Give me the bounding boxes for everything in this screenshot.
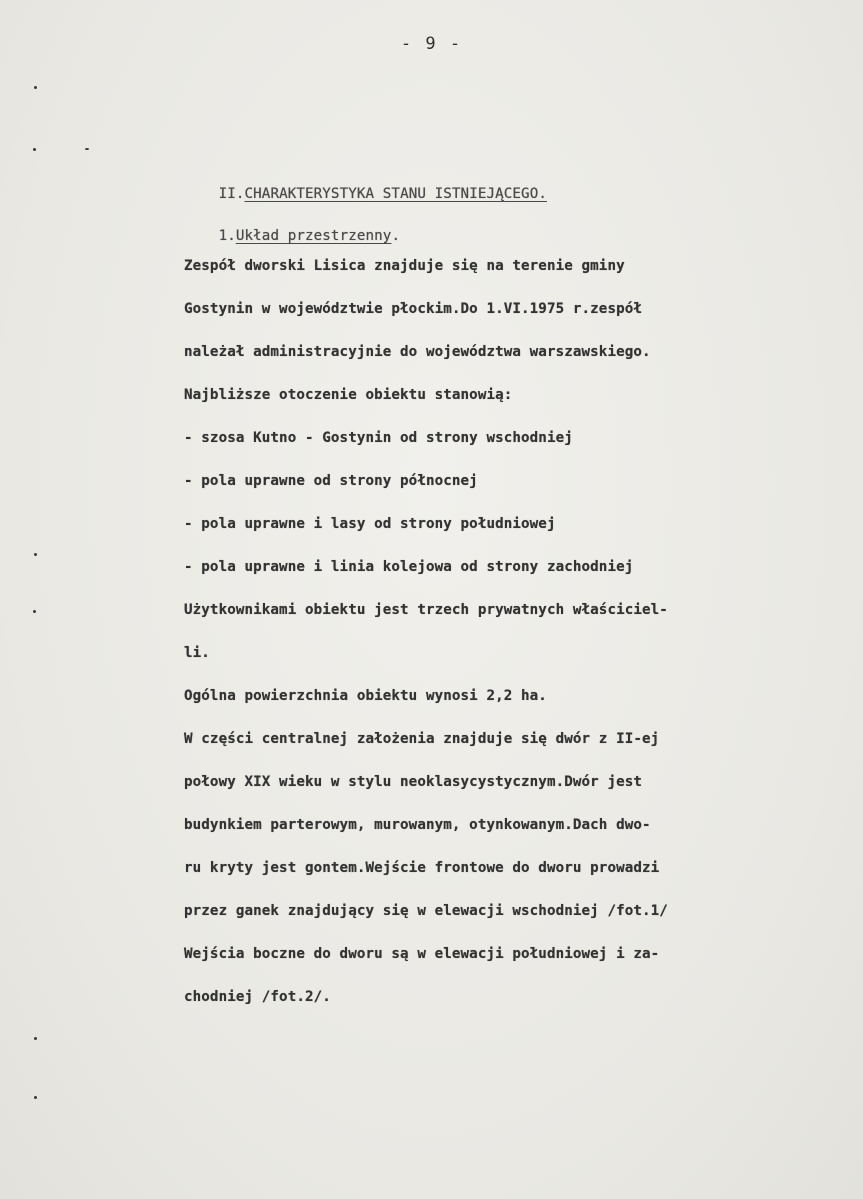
body-line: Użytkownikami obiektu jest trzech prywatnych właściciel- bbox=[184, 602, 668, 618]
body-line: ru kryty jest gontem.Wejście frontowe do dworu prowadzi bbox=[184, 860, 660, 876]
subheading-number: 1. bbox=[218, 228, 236, 244]
body-line: W części centralnej założenia znajduje się dwór z II-ej bbox=[184, 731, 660, 747]
margin-speck bbox=[34, 1037, 37, 1040]
list-item: - pola uprawne od strony północnej bbox=[184, 473, 478, 489]
body-line: chodniej /fot.2/. bbox=[184, 989, 331, 1005]
subheading-title: Układ przestrzenny bbox=[235, 228, 392, 244]
body-line: li. bbox=[184, 645, 210, 661]
body-line: połowy XIX wieku w stylu neoklasycystycznym.Dwór jest bbox=[184, 774, 643, 790]
section-heading-title: CHARAKTERYSTYKA STANU ISTNIEJĄCEGO. bbox=[244, 186, 547, 202]
body-line: Zespół dworski Lisica znajduje się na terenie gminy bbox=[184, 258, 625, 274]
subheading-suffix: . bbox=[391, 228, 401, 244]
section-heading bbox=[184, 170, 547, 218]
margin-speck bbox=[33, 148, 36, 151]
body-line: przez ganek znajdujący się w elewacji wschodniej /fot.1/ bbox=[184, 903, 668, 919]
list-item: - pola uprawne i lasy od strony południowej bbox=[184, 516, 556, 532]
body-line: Wejścia boczne do dworu są w elewacji południowej i za- bbox=[184, 946, 660, 962]
margin-speck bbox=[34, 86, 37, 89]
section-heading-number: II. bbox=[218, 186, 245, 202]
margin-speck bbox=[34, 1096, 37, 1099]
body-line: Najbliższe otoczenie obiektu stanowią: bbox=[184, 387, 513, 403]
page-number: - 9 - bbox=[400, 34, 463, 54]
margin-speck bbox=[85, 148, 89, 150]
body-line: Gostynin w województwie płockim.Do 1.VI.1975 r.zespół bbox=[184, 301, 643, 317]
subheading bbox=[184, 212, 400, 260]
body-line: budynkiem parterowym, murowanym, otynkowanym.Dach dwo- bbox=[184, 817, 651, 833]
margin-speck bbox=[33, 610, 36, 613]
list-item: - pola uprawne i linia kolejowa od strony zachodniej bbox=[184, 559, 634, 575]
margin-speck bbox=[34, 553, 37, 556]
body-line: Ogólna powierzchnia obiektu wynosi 2,2 ha. bbox=[184, 688, 547, 704]
list-item: - szosa Kutno - Gostynin od strony wschodniej bbox=[184, 430, 573, 446]
body-line: należał administracyjnie do województwa warszawskiego. bbox=[184, 344, 651, 360]
